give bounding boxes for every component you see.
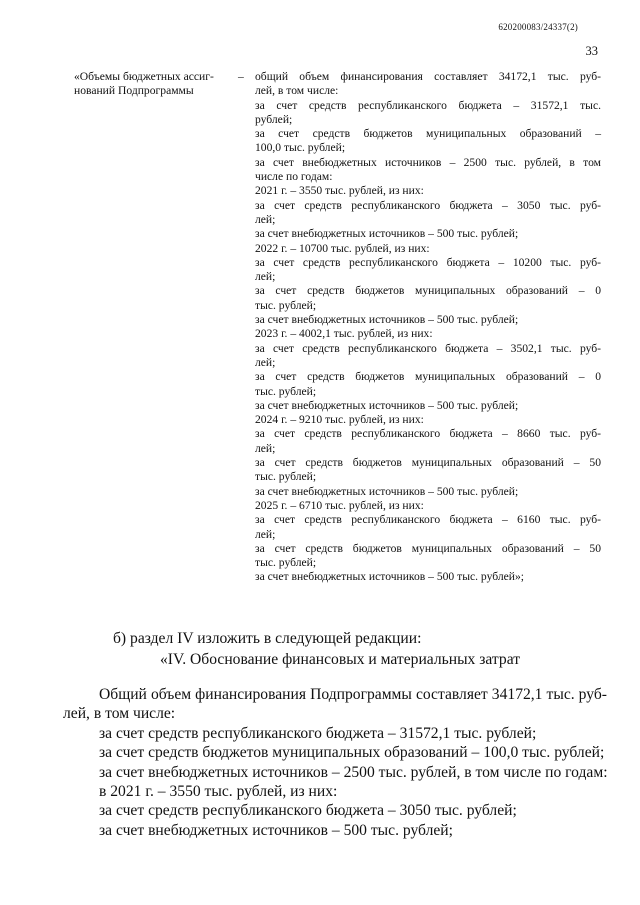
value-line: за счет средств бюджетов муниципальных образований – 0 bbox=[255, 284, 601, 298]
label-line: «Объемы бюджетных ассиг- bbox=[74, 70, 214, 83]
body-line: за счет внебюджетных источников – 500 тыс. рублей; bbox=[99, 821, 453, 839]
value-line: лей; bbox=[255, 212, 276, 226]
amendment-instruction: б) раздел IV изложить в следующей редакции: bbox=[113, 630, 422, 647]
passport-row-label bbox=[74, 70, 234, 99]
value-line: тыс. рублей; bbox=[255, 556, 317, 570]
passport-row-value bbox=[255, 70, 601, 585]
value-line: 100,0 тыс. рублей; bbox=[255, 141, 346, 155]
value-line: лей; bbox=[255, 355, 276, 369]
document-code: 620200083/24337(2) bbox=[498, 22, 578, 32]
value-line: тыс. рублей; bbox=[255, 298, 317, 312]
value-line: за счет средств республиканского бюджета – 10200 тыс. руб- bbox=[255, 255, 601, 269]
body-line: за счет внебюджетных источников – 2500 тыс. рублей, в том числе по годам: bbox=[99, 763, 608, 781]
body-line: за счет средств республиканского бюджета – 31572,1 тыс. рублей; bbox=[99, 724, 537, 742]
value-line: за счет средств республиканского бюджета – 31572,1 тыс. bbox=[255, 98, 601, 112]
value-line: 2022 г. – 10700 тыс. рублей, из них: bbox=[255, 241, 430, 255]
value-line: за счет внебюджетных источников – 500 тыс. рублей; bbox=[255, 313, 519, 327]
body-line: Общий объем финансирования Подпрограммы составляет 34172,1 тыс. руб- bbox=[99, 686, 607, 703]
value-line: лей; bbox=[255, 441, 276, 455]
value-line: за счет внебюджетных источников – 2500 тыс. рублей, в том bbox=[255, 155, 601, 169]
value-line: 2025 г. – 6710 тыс. рублей, из них: bbox=[255, 498, 424, 512]
value-line: общий объем финансирования составляет 34172,1 тыс. руб- bbox=[255, 70, 601, 83]
value-line: лей; bbox=[255, 527, 276, 541]
value-line: 2024 г. – 9210 тыс. рублей, из них: bbox=[255, 413, 424, 427]
body-line: за счет средств республиканского бюджета – 3050 тыс. рублей; bbox=[99, 802, 517, 820]
value-line: 2021 г. – 3550 тыс. рублей, из них: bbox=[255, 184, 424, 198]
value-line: за счет средств республиканского бюджета – 3050 тыс. руб- bbox=[255, 198, 601, 212]
value-line: рублей; bbox=[255, 112, 293, 126]
value-line: за счет средств республиканского бюджета – 3502,1 тыс. руб- bbox=[255, 341, 601, 355]
value-line: за счет средств бюджетов муниципальных образований – bbox=[255, 127, 601, 141]
value-line: тыс. рублей; bbox=[255, 470, 317, 484]
value-line: за счет средств республиканского бюджета – 8660 тыс. руб- bbox=[255, 427, 601, 441]
label-line: нований Подпрограммы bbox=[74, 84, 194, 98]
value-line: за счет внебюджетных источников – 500 тыс. рублей; bbox=[255, 398, 519, 412]
passport-dash: – bbox=[238, 70, 244, 83]
value-line: за счет внебюджетных источников – 500 тыс. рублей»; bbox=[255, 570, 524, 584]
value-line: числе по годам: bbox=[255, 170, 333, 184]
section-title: «IV. Обоснование финансовых и материальных затрат bbox=[160, 651, 521, 668]
body-line: в 2021 г. – 3550 тыс. рублей, из них: bbox=[99, 783, 338, 801]
section-body bbox=[63, 685, 608, 840]
value-line: за счет средств бюджетов муниципальных образований – 0 bbox=[255, 370, 601, 384]
value-line: 2023 г. – 4002,1 тыс. рублей, из них: bbox=[255, 327, 433, 341]
body-line: лей, в том числе: bbox=[63, 705, 176, 723]
value-line: лей, в том числе: bbox=[255, 84, 339, 98]
value-line: за счет внебюджетных источников – 500 тыс. рублей; bbox=[255, 227, 519, 241]
value-line: за счет средств республиканского бюджета – 6160 тыс. руб- bbox=[255, 513, 601, 527]
value-line: за счет средств бюджетов муниципальных образований – 50 bbox=[255, 541, 601, 555]
page-number: 33 bbox=[585, 44, 598, 58]
value-line: за счет средств бюджетов муниципальных образований – 50 bbox=[255, 456, 601, 470]
value-line: тыс. рублей; bbox=[255, 384, 317, 398]
value-line: за счет внебюджетных источников – 500 тыс. рублей; bbox=[255, 484, 519, 498]
value-line: лей; bbox=[255, 270, 276, 284]
body-line: за счет средств бюджетов муниципальных образований – 100,0 тыс. рублей; bbox=[99, 744, 605, 762]
